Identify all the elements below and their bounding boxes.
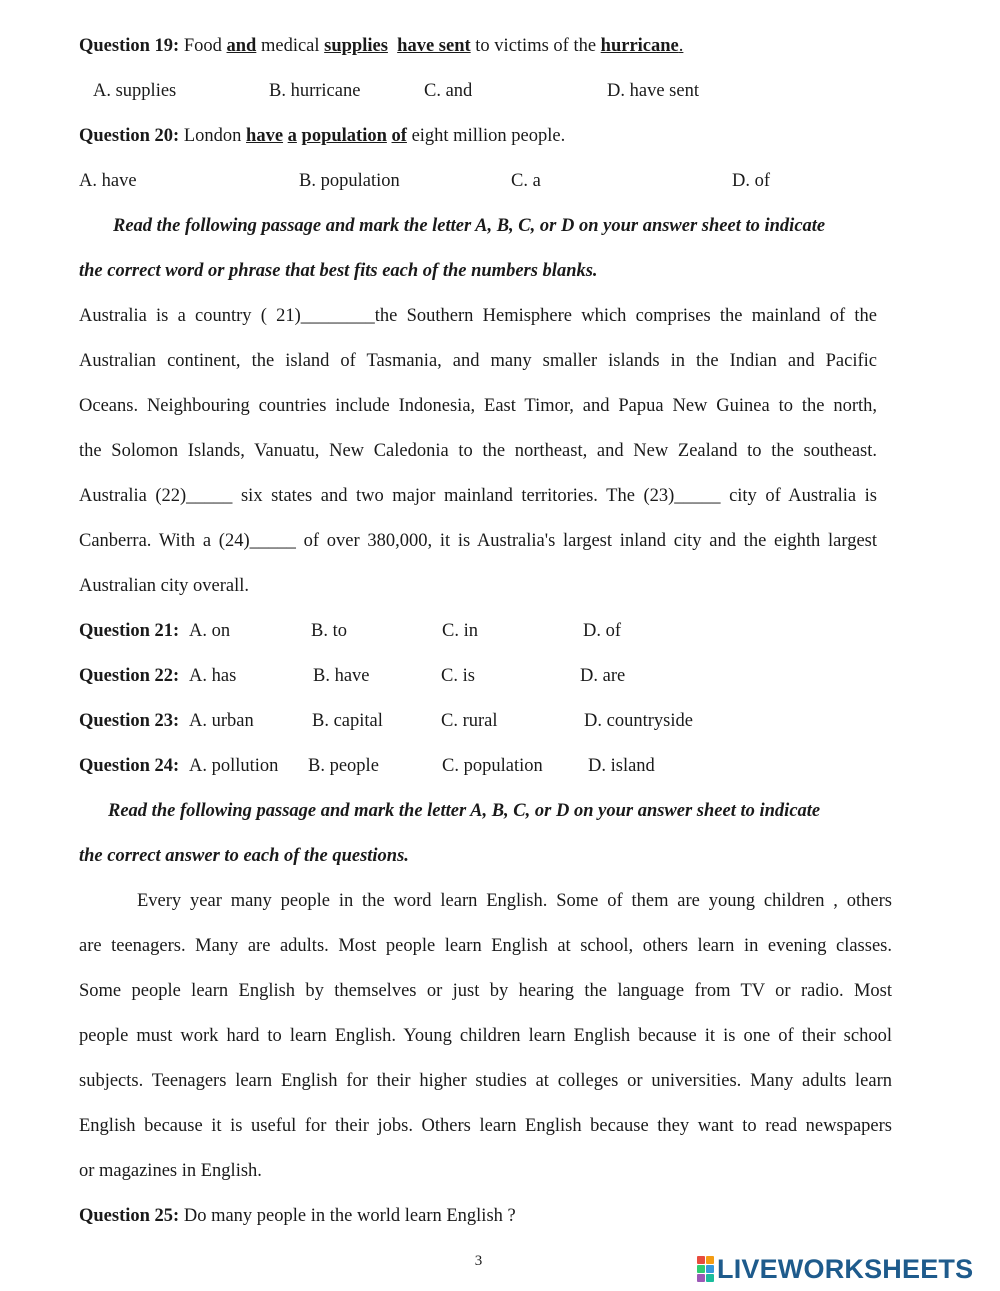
question-23-label: Question 23: bbox=[79, 711, 180, 731]
q20-option-b[interactable]: B. population bbox=[299, 171, 400, 191]
underlined-and: and bbox=[226, 36, 257, 56]
passage-2-line: Some people learn English by themselves or just by hearing the language from TV or radio. Most bbox=[79, 981, 892, 1001]
q24-option-c[interactable]: C. population bbox=[442, 756, 543, 776]
question-19-label: Question 19: bbox=[79, 36, 180, 56]
underlined-a: a bbox=[287, 126, 297, 146]
passage-2-line: people must work hard to learn English. Young children learn English because it is one of their school bbox=[79, 1026, 892, 1046]
q22-option-b[interactable]: B. have bbox=[313, 666, 370, 686]
question-25-label: Question 25: bbox=[79, 1206, 180, 1226]
q23-option-b[interactable]: B. capital bbox=[312, 711, 383, 731]
q19-option-b[interactable]: B. hurricane bbox=[269, 81, 361, 101]
question-25-text: Do many people in the world learn English ? bbox=[179, 1206, 516, 1226]
underlined-hurricane: hurricane bbox=[600, 36, 679, 56]
q19-option-a[interactable]: A. supplies bbox=[93, 81, 177, 101]
q19-option-d[interactable]: D. have sent bbox=[607, 81, 699, 101]
passage-1-line: Oceans. Neighbouring countries include Indonesia, East Timor, and Papua New Guinea to the north, bbox=[79, 396, 877, 416]
passage-2-line: English because it is useful for their jobs. Others learn English because they want to read newspapers bbox=[79, 1116, 892, 1136]
instruction-2-line-1: Read the following passage and mark the letter A, B, C, or D on your answer sheet to indicate bbox=[108, 801, 821, 821]
logo-text: LIVEWORKSHEETS bbox=[717, 1253, 974, 1284]
q24-option-b[interactable]: B. people bbox=[308, 756, 379, 776]
underlined-have-sent: have sent bbox=[397, 36, 471, 56]
q20-option-a[interactable]: A. have bbox=[79, 171, 137, 191]
question-19: Question 19: Food and medical supplies have sent to victims of the hurricane. bbox=[79, 36, 684, 56]
q23-option-d[interactable]: D. countryside bbox=[584, 711, 693, 731]
q21-option-b[interactable]: B. to bbox=[311, 621, 347, 641]
instruction-2-line-2: the correct answer to each of the questions. bbox=[79, 846, 409, 866]
instruction-1-line-1: Read the following passage and mark the letter A, B, C, or D on your answer sheet to indicate bbox=[113, 216, 826, 236]
q21-option-c[interactable]: C. in bbox=[442, 621, 478, 641]
q20-option-d[interactable]: D. of bbox=[732, 171, 771, 191]
passage-1-line: Australian city overall. bbox=[79, 576, 250, 596]
passage-1-line: Australia is a country ( 21)________the Southern Hemisphere which comprises the mainland of the bbox=[79, 306, 877, 326]
passage-2-line: Every year many people in the word learn English. Some of them are young children , others bbox=[137, 891, 892, 911]
q19-option-c[interactable]: C. and bbox=[424, 81, 473, 101]
q20-option-c[interactable]: C. a bbox=[511, 171, 541, 191]
q22-option-a[interactable]: A. has bbox=[189, 666, 237, 686]
q21-option-d[interactable]: D. of bbox=[583, 621, 622, 641]
underlined-of: of bbox=[391, 126, 407, 146]
question-20: Question 20: London have a population of eight million people. bbox=[79, 126, 566, 146]
underlined-population: population bbox=[301, 126, 387, 146]
passage-2-line: subjects. Teenagers learn English for their higher studies at colleges or universities. Many adults learn bbox=[79, 1071, 892, 1091]
underlined-have: have bbox=[246, 126, 284, 146]
question-22-label: Question 22: bbox=[79, 666, 180, 686]
passage-1-line: Canberra. With a (24)_____ of over 380,000, it is Australia's largest inland city and the eighth largest bbox=[79, 531, 877, 551]
instruction-1-line-2: the correct word or phrase that best fits each of the numbers blanks. bbox=[79, 261, 598, 281]
q22-option-d[interactable]: D. are bbox=[580, 666, 626, 686]
question-21-label: Question 21: bbox=[79, 621, 180, 641]
passage-1-line: Australian continent, the island of Tasmania, and many smaller islands in the Indian and Pacific bbox=[79, 351, 877, 371]
q21-option-a[interactable]: A. on bbox=[189, 621, 231, 641]
underlined-supplies: supplies bbox=[324, 36, 388, 56]
q22-option-c[interactable]: C. is bbox=[441, 666, 475, 686]
page-number: 3 bbox=[474, 1253, 483, 1269]
q24-option-d[interactable]: D. island bbox=[588, 756, 655, 776]
passage-2-line: are teenagers. Many are adults. Most people learn English at school, others learn in evening classes. bbox=[79, 936, 892, 956]
liveworksheets-logo[interactable] bbox=[697, 1252, 973, 1286]
q23-option-a[interactable]: A. urban bbox=[189, 711, 254, 731]
question-20-label: Question 20: bbox=[79, 126, 180, 146]
passage-1-line: the Solomon Islands, Vanuatu, New Caledonia to the northeast, and New Zealand to the southeast. bbox=[79, 441, 877, 461]
logo-squares-icon bbox=[697, 1256, 714, 1282]
passage-2-line: or magazines in English. bbox=[79, 1161, 262, 1181]
question-25 bbox=[79, 1205, 516, 1227]
question-24-label: Question 24: bbox=[79, 756, 180, 776]
passage-1-line: Australia (22)_____ six states and two major mainland territories. The (23)_____ city of Australia is bbox=[79, 486, 877, 506]
q24-option-a[interactable]: A. pollution bbox=[189, 756, 279, 776]
q23-option-c[interactable]: C. rural bbox=[441, 711, 498, 731]
